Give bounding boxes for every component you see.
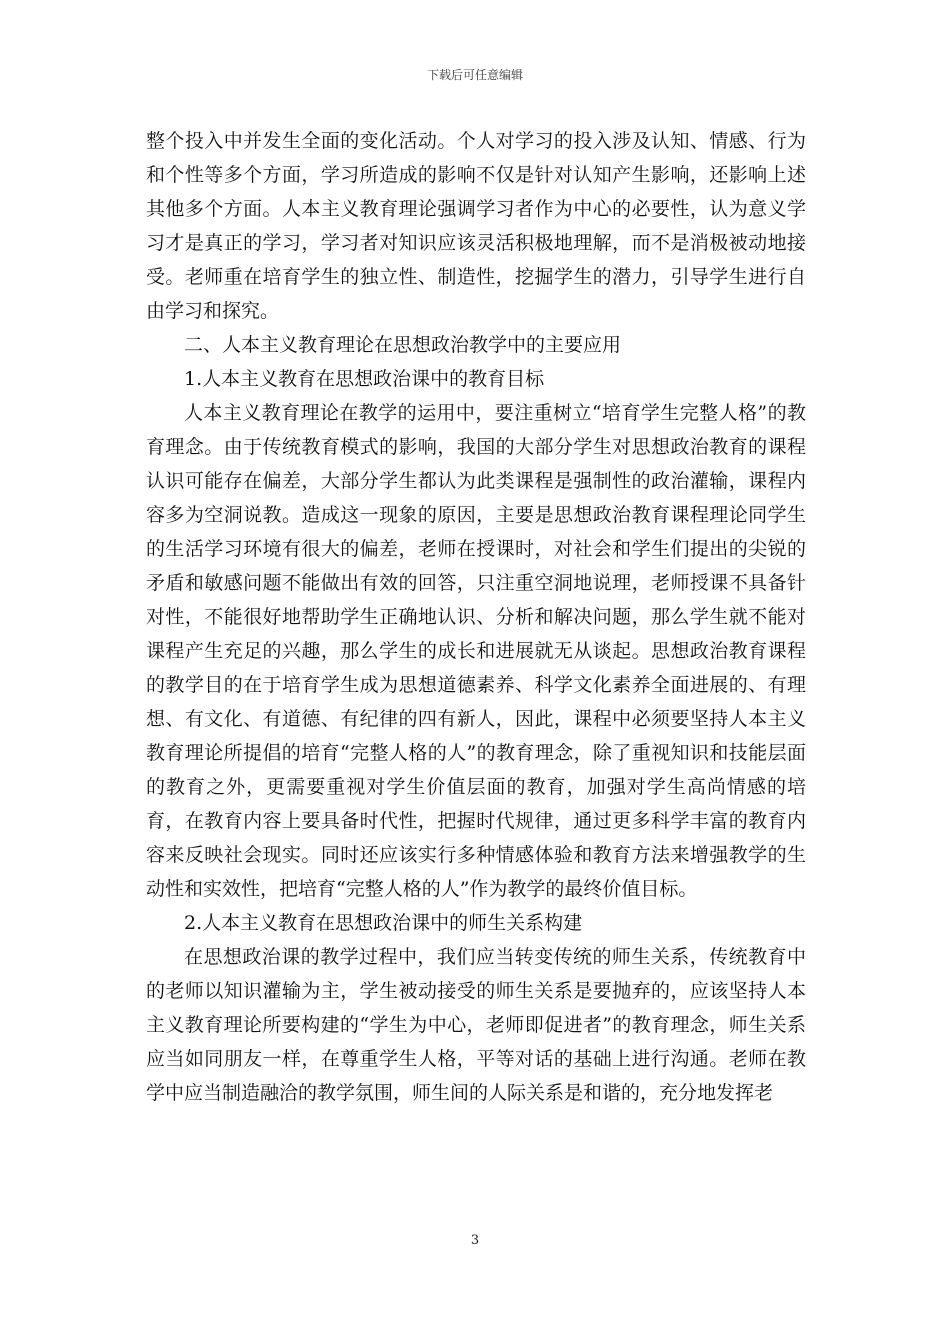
section-heading: 二、人本主义教育理论在思想政治教学中的主要应用 bbox=[184, 334, 622, 356]
body-paragraph: 整个投入中并发生全面的变化活动。个人对学习的投入涉及认知、情感、行为和个性等多个方面，学习所造成的影响不仅是针对认知产生影响，还影响上述其他多个方面。人本主义教育理论强调学习者作为中心的必要性，认为意义学习才是真正的学习，学习者对知识应该灵活积极地理解，而不是消极被动地接受。老师重在培育学生的独立性、制造性，挖掘学生的潜力，引导学生进行自由学习和探究。 bbox=[146, 130, 806, 322]
body-paragraph: 在思想政治课的教学过程中，我们应当转变传统的师生关系，传统教育中的老师以知识灌输为主，学生被动接受的师生关系是要抛弃的，应该坚持人本主义教育理论所要构建的“学生为中心，老师即促进者”的教育理念，师生关系应当如同朋友一样，在尊重学生人格，平等对话的基础上进行沟通。老师在教学中应当制造融洽的教学氛围，师生间的人际关系是和谐的，充分地发挥老 bbox=[146, 946, 806, 1104]
body-paragraph: 人本主义教育理论在教学的运用中，要注重树立“培育学生完整人格”的教育理念。由于传统教育模式的影响，我国的大部分学生对思想政治教育的课程认识可能存在偏差，大部分学生都认为此类课程是强制性的政治灌输，课程内容多为空洞说教。造成这一现象的原因，主要是思想政治教育课程理论同学生的生活学习环境有很大的偏差，老师在授课时，对社会和学生们提出的尖锐的矛盾和敏感问题不能做出有效的回答，只注重空洞地说理，老师授课不具备针对性，不能很好地帮助学生正确地认识、分析和解决问题，那么学生就不能对课程产生充足的兴趣，那么学生的成长和进展就无从谈起。思想政治教育课程的教学目的在于培育学生成为思想道德素养、科学文化素养全面进展的、有理想、有文化、有道德、有纪律的四有新人，因此，课程中必须要坚持人本主义教育理论所提倡的培育“完整人格的人”的教育理念，除了重视知识和技能层面的教育之外，更需要重视对学生价值层面的教育，加强对学生高尚情感的培育，在教育内容上要具备时代性，把握时代规律，通过更多科学丰富的教育内容来反映社会现实。同时还应该实行多种情感体验和教育方法来增强教学的生动性和实效性，把培育“完整人格的人”作为教学的最终价值目标。 bbox=[146, 402, 806, 900]
document-body bbox=[146, 124, 806, 1110]
subsection-heading: 1.人本主义教育在思想政治课中的教育目标 bbox=[184, 368, 545, 390]
page-number: 3 bbox=[470, 1233, 480, 1248]
subsection-heading: 2.人本主义教育在思想政治课中的师生关系构建 bbox=[184, 912, 583, 934]
page-header: 下载后可任意编辑 bbox=[426, 68, 523, 82]
